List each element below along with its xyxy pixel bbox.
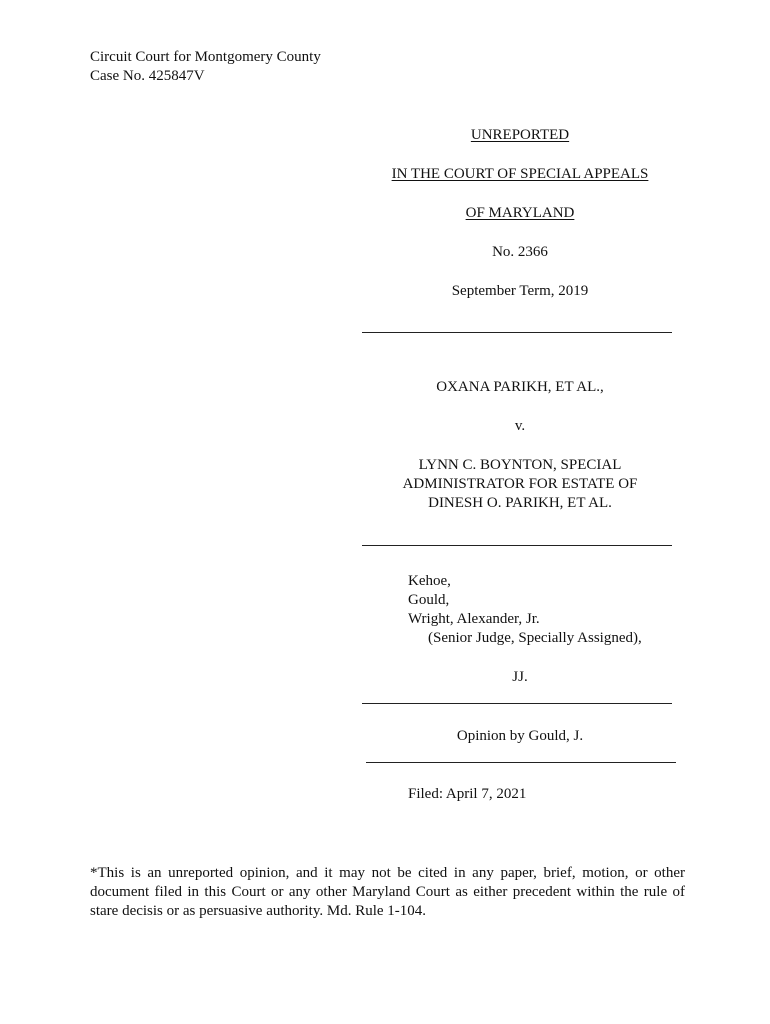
appellee-line-3: DINESH O. PARIKH, ET AL. — [428, 495, 612, 511]
judges-panel — [408, 572, 642, 648]
judge-name: Kehoe, — [408, 573, 451, 589]
versus-label: v. — [514, 418, 526, 434]
appeal-number: No. 2366 — [492, 244, 548, 260]
divider-line — [362, 545, 672, 546]
judges-suffix: JJ. — [512, 669, 528, 685]
state-heading: OF MARYLAND — [465, 205, 575, 221]
court-name-heading: IN THE COURT OF SPECIAL APPEALS — [391, 166, 649, 182]
appellee-line-1: LYNN C. BOYNTON, SPECIAL — [418, 457, 622, 473]
lower-court-name: Circuit Court for Montgomery County — [90, 49, 321, 65]
divider-line — [362, 332, 672, 333]
lower-court-case-number: Case No. 425847V — [90, 68, 205, 84]
judge-name: Wright, Alexander, Jr. — [408, 611, 540, 627]
judge-name: Gould, — [408, 592, 450, 608]
unreported-heading: UNREPORTED — [470, 127, 570, 143]
opinion-author: Opinion by Gould, J. — [456, 728, 584, 744]
filed-date: Filed: April 7, 2021 — [408, 786, 527, 802]
divider-line — [366, 762, 676, 763]
court-term: September Term, 2019 — [451, 283, 589, 299]
judge-note: (Senior Judge, Specially Assigned), — [428, 630, 642, 646]
appellee-line-2: ADMINISTRATOR FOR ESTATE OF — [402, 476, 638, 492]
unreported-footnote: *This is an unreported opinion, and it may not be cited in any paper, brief, motion, or other document filed in this Court or any other Maryland Court as either precedent within the rule of stare decisis or as persuasive authority. Md. Rule 1-104. — [90, 865, 685, 919]
appellant-name: OXANA PARIKH, ET AL., — [436, 379, 604, 395]
divider-line — [362, 703, 672, 704]
